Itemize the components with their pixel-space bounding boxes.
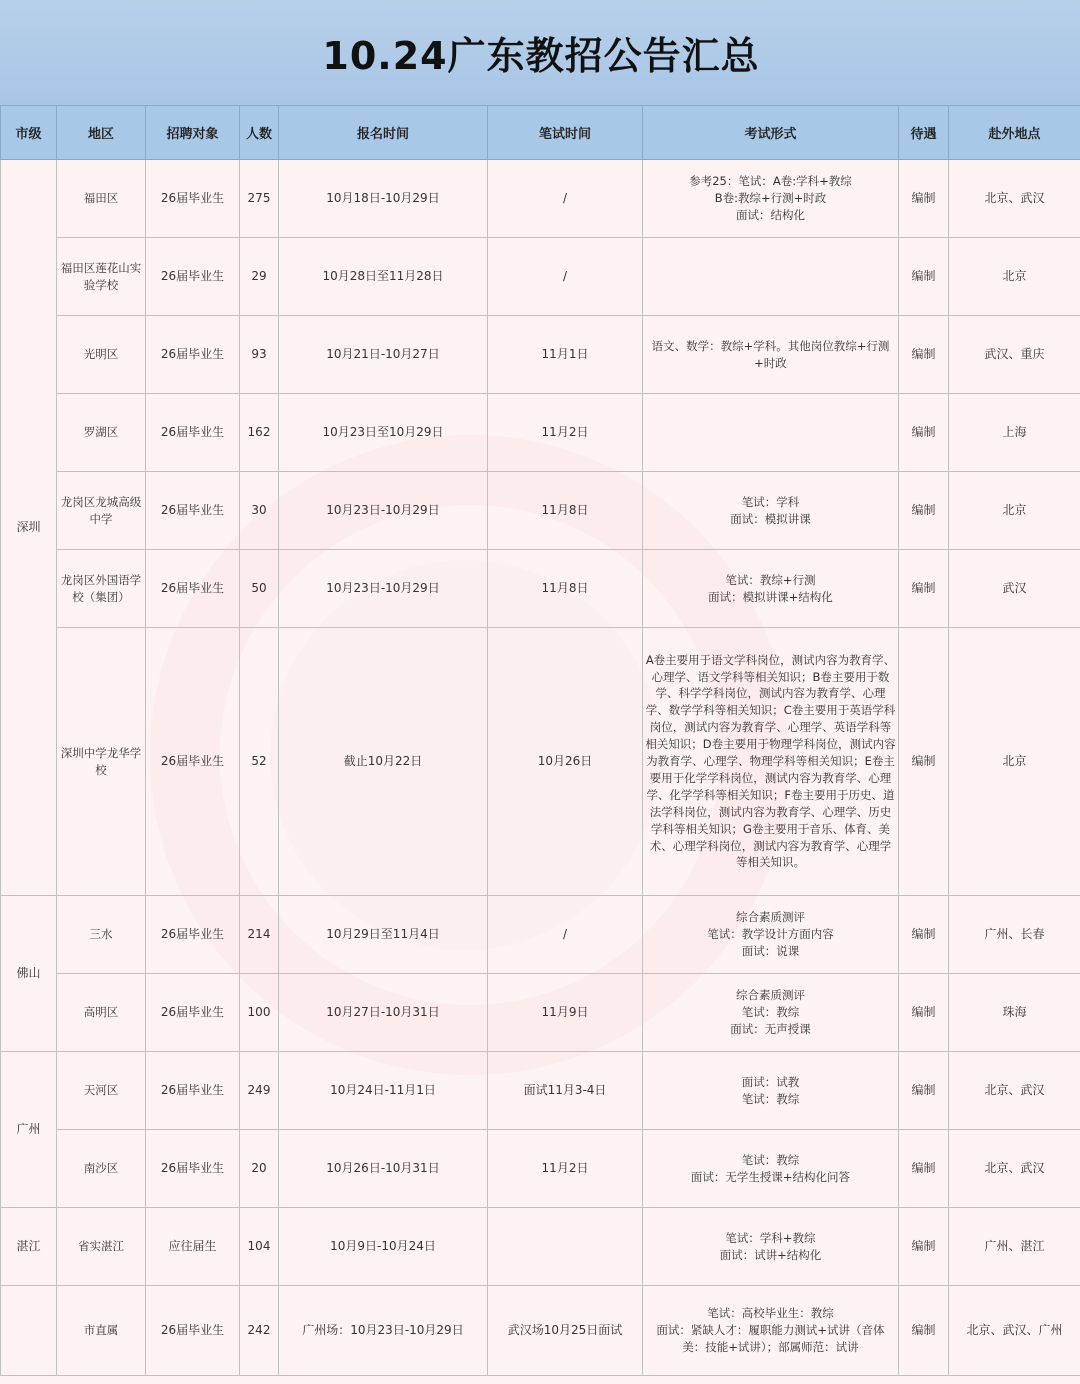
table-row [1,974,1080,1052]
target-cell: 应往届生 [146,1208,240,1286]
benefit-cell: 编制 [899,394,949,472]
count-cell: 50 [240,550,279,628]
table-row [1,394,1080,472]
location-cell: 广州、长春 [949,896,1080,974]
target-cell: 26届毕业生 [146,550,240,628]
exam-format-cell: 面试：试教 笔试：教综 [643,1052,899,1130]
city-cell [1,1286,57,1376]
area-cell: 深圳中学龙华学校 [57,628,146,896]
signup-date-cell: 10月28日至11月28日 [279,238,488,316]
target-cell: 26届毕业生 [146,1052,240,1130]
written-date-cell: / [488,160,643,238]
written-date-cell: 11月8日 [488,472,643,550]
written-date-cell [488,1208,643,1286]
benefit-cell: 编制 [899,238,949,316]
column-header: 招聘对象 [146,106,240,160]
city-cell: 广州 [1,1052,57,1208]
count-cell: 100 [240,974,279,1052]
area-cell: 龙岗区外国语学校（集团） [57,550,146,628]
benefit-cell: 编制 [899,1208,949,1286]
column-header: 考试形式 [643,106,899,160]
target-cell: 26届毕业生 [146,974,240,1052]
signup-date-cell: 10月9日-10月24日 [279,1208,488,1286]
table-row [1,238,1080,316]
location-cell: 北京 [949,472,1080,550]
location-cell: 北京 [949,238,1080,316]
area-cell: 高明区 [57,974,146,1052]
signup-date-cell: 10月29日至11月4日 [279,896,488,974]
column-header: 笔试时间 [488,106,643,160]
area-cell: 福田区莲花山实验学校 [57,238,146,316]
written-date-cell: 11月1日 [488,316,643,394]
signup-date-cell: 截止10月22日 [279,628,488,896]
exam-format-cell: 综合素质测评 笔试：教综 面试：无声授课 [643,974,899,1052]
benefit-cell: 编制 [899,160,949,238]
written-date-cell: 11月8日 [488,550,643,628]
signup-date-cell: 10月21日-10月27日 [279,316,488,394]
column-header: 赴外地点 [949,106,1080,160]
location-cell: 上海 [949,394,1080,472]
location-cell: 北京、武汉 [949,1052,1080,1130]
count-cell: 214 [240,896,279,974]
table-row [1,1052,1080,1130]
written-date-cell: 10月26日 [488,628,643,896]
benefit-cell: 编制 [899,1130,949,1208]
count-cell: 162 [240,394,279,472]
area-cell: 龙岗区龙城高级中学 [57,472,146,550]
written-date-cell: 11月2日 [488,1130,643,1208]
target-cell: 26届毕业生 [146,1286,240,1376]
benefit-cell: 编制 [899,1052,949,1130]
location-cell: 北京、武汉 [949,1130,1080,1208]
table-row [1,1130,1080,1208]
signup-date-cell: 10月23日至10月29日 [279,394,488,472]
exam-format-cell: 参考25：笔试：A卷:学科+教综 B卷:教综+行测+时政 面试：结构化 [643,160,899,238]
written-date-cell: / [488,238,643,316]
table-row [1,1208,1080,1286]
table-row [1,628,1080,896]
benefit-cell: 编制 [899,472,949,550]
signup-date-cell: 10月23日-10月29日 [279,472,488,550]
count-cell: 20 [240,1130,279,1208]
exam-format-cell: 语文、数学：教综+学科。其他岗位教综+行测+时政 [643,316,899,394]
benefit-cell: 编制 [899,1286,949,1376]
exam-format-cell: 笔试：教综 面试：无学生授课+结构化问答 [643,1130,899,1208]
area-cell: 光明区 [57,316,146,394]
column-header: 市级 [1,106,57,160]
exam-format-cell [643,394,899,472]
count-cell: 104 [240,1208,279,1286]
written-date-cell: / [488,896,643,974]
written-date-cell: 11月9日 [488,974,643,1052]
benefit-cell: 编制 [899,316,949,394]
benefit-cell: 编制 [899,974,949,1052]
area-cell: 市直属 [57,1286,146,1376]
target-cell: 26届毕业生 [146,1130,240,1208]
table-row [1,472,1080,550]
written-date-cell: 武汉场10月25日面试 [488,1286,643,1376]
count-cell: 242 [240,1286,279,1376]
signup-date-cell: 10月24日-11月1日 [279,1052,488,1130]
target-cell: 26届毕业生 [146,160,240,238]
benefit-cell: 编制 [899,896,949,974]
location-cell: 广州、湛江 [949,1208,1080,1286]
exam-format-cell: 综合素质测评 笔试：教学设计方面内容 面试：说课 [643,896,899,974]
column-header: 待遇 [899,106,949,160]
target-cell: 26届毕业生 [146,472,240,550]
exam-format-cell [643,238,899,316]
target-cell: 26届毕业生 [146,238,240,316]
location-cell: 北京 [949,628,1080,896]
signup-date-cell: 10月27日-10月31日 [279,974,488,1052]
city-cell: 佛山 [1,896,57,1052]
count-cell: 275 [240,160,279,238]
column-header: 地区 [57,106,146,160]
table-row [1,1286,1080,1376]
column-header: 人数 [240,106,279,160]
target-cell: 26届毕业生 [146,896,240,974]
count-cell: 93 [240,316,279,394]
target-cell: 26届毕业生 [146,628,240,896]
page-title: 10.24广东教招公告汇总 [322,34,760,78]
benefit-cell: 编制 [899,550,949,628]
area-cell: 省实湛江 [57,1208,146,1286]
area-cell: 南沙区 [57,1130,146,1208]
exam-format-cell: 笔试：教综+行测 面试：模拟讲课+结构化 [643,550,899,628]
target-cell: 26届毕业生 [146,394,240,472]
count-cell: 30 [240,472,279,550]
title-banner [0,0,1080,105]
signup-date-cell: 10月23日-10月29日 [279,550,488,628]
table-row [1,316,1080,394]
location-cell: 北京、武汉 [949,160,1080,238]
location-cell: 武汉、重庆 [949,316,1080,394]
column-header: 报名时间 [279,106,488,160]
table-row [1,550,1080,628]
header-row [1,106,1080,160]
location-cell: 珠海 [949,974,1080,1052]
signup-date-cell: 广州场：10月23日-10月29日 [279,1286,488,1376]
recruitment-table [0,105,1080,1376]
area-cell: 罗湖区 [57,394,146,472]
location-cell: 武汉 [949,550,1080,628]
exam-format-cell: A卷主要用于语文学科岗位，测试内容为教育学、心理学、语文学科等相关知识；B卷主要用于数学、科学学科岗位，测试内容为教育学、心理学、数学学科等相关知识；C卷主要用于英语学科岗位，测试内容为教育学、心理学、英语学科等相关知识；D卷主要用于物理学科岗位，测试内容为教育学、心理学、物理学科等相关知识；E卷主要用于化学学科岗位，测试内容为教育学、心理学、化学学科等相关知识；F卷主要用于历史、道法学科岗位，测试内容为教育学、心理学、历史学科等相关知识；G卷主要用于音乐、体育、美术、心理学科岗位，测试内容为教育学、心理学等相关知识。 [643,628,899,896]
location-cell: 北京、武汉、广州 [949,1286,1080,1376]
city-cell: 深圳 [1,160,57,896]
exam-format-cell: 笔试：学科+教综 面试：试讲+结构化 [643,1208,899,1286]
written-date-cell: 11月2日 [488,394,643,472]
target-cell: 26届毕业生 [146,316,240,394]
table-row [1,160,1080,238]
written-date-cell: 面试11月3-4日 [488,1052,643,1130]
count-cell: 52 [240,628,279,896]
area-cell: 三水 [57,896,146,974]
signup-date-cell: 10月18日-10月29日 [279,160,488,238]
area-cell: 天河区 [57,1052,146,1130]
area-cell: 福田区 [57,160,146,238]
table-row [1,896,1080,974]
exam-format-cell: 笔试：学科 面试：模拟讲课 [643,472,899,550]
city-cell: 湛江 [1,1208,57,1286]
exam-format-cell: 笔试：高校毕业生：教综 面试：紧缺人才：履职能力测试+试讲（音体美：技能+试讲）；部属师范：试讲 [643,1286,899,1376]
benefit-cell: 编制 [899,628,949,896]
signup-date-cell: 10月26日-10月31日 [279,1130,488,1208]
count-cell: 29 [240,238,279,316]
count-cell: 249 [240,1052,279,1130]
